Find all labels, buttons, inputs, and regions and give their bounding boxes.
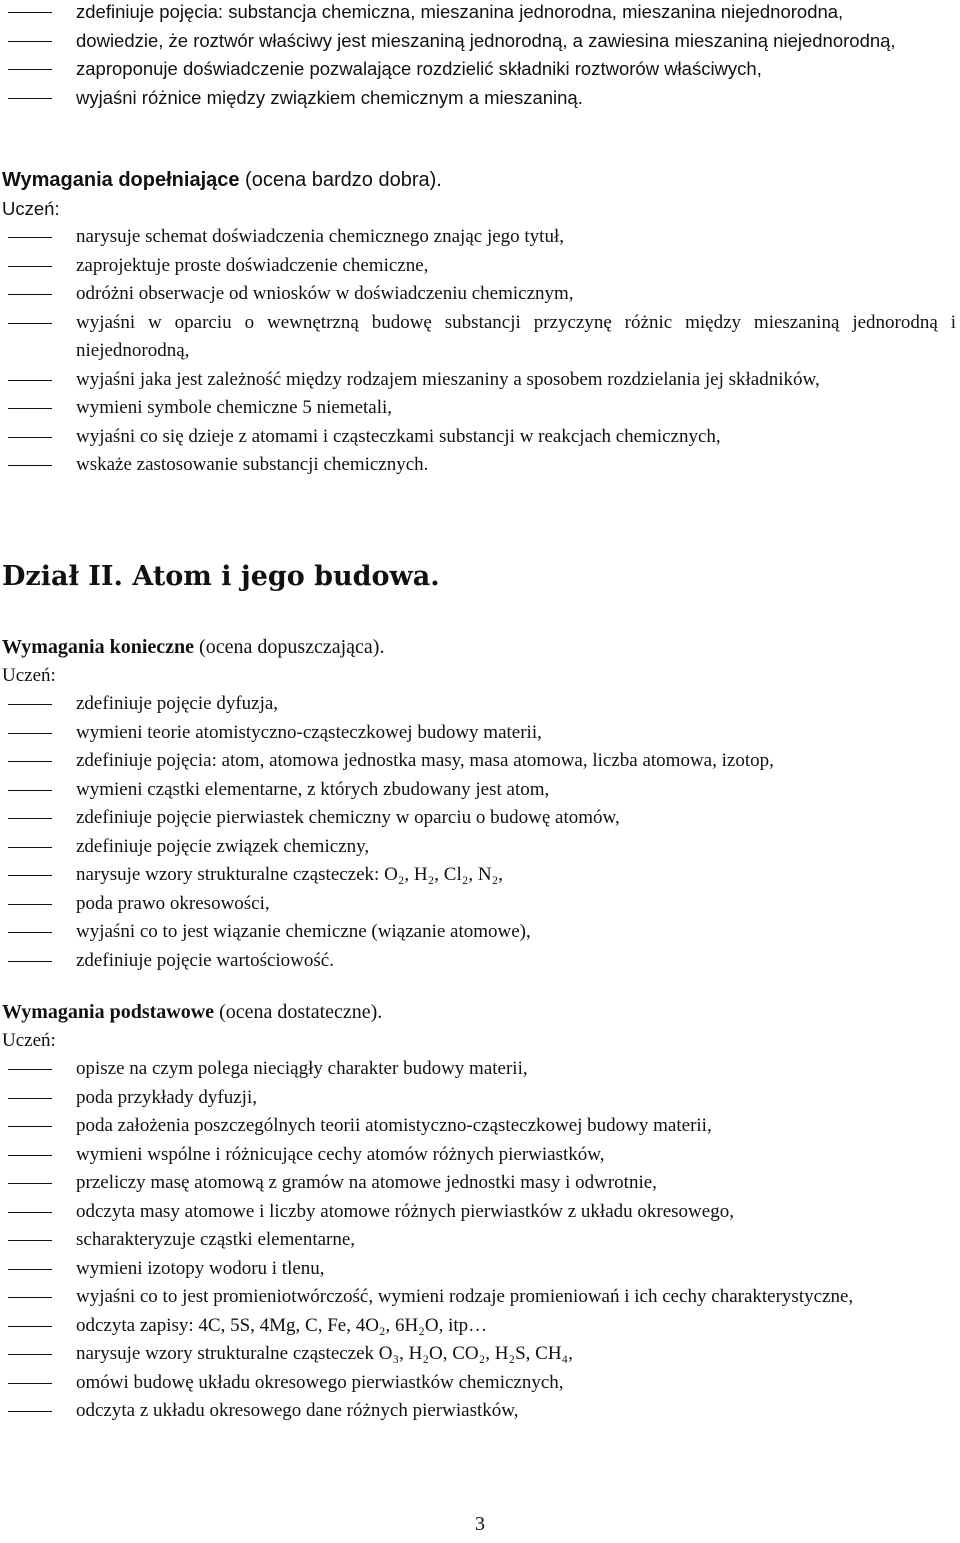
page-number: 3 [475, 1513, 485, 1535]
list-item: zdefiniuje pojęcie wartościowość. [76, 949, 334, 971]
list-item: przeliczy masę atomową z gramów na atomowe jednostki masy i odwrotnie, [76, 1172, 657, 1193]
list-item: zaproponuje doświadczenie pozwalające rozdzielić składniki roztworów właściwych, [76, 58, 762, 79]
list-item: scharakteryzuje cząstki elementarne, [76, 1229, 356, 1250]
section-title: Dział II. Atom i jego budowa. [2, 561, 440, 592]
list-item: zdefiniuje pojęcia: substancja chemiczna, mieszanina jednorodna, mieszanina niejednorodna, [76, 1, 844, 22]
block-1 [0, 0, 960, 112]
list-item: dowiedzie, że roztwór właściwy jest mieszaniną jednorodną, a zawiesina mieszaniną niejednorodną, [76, 29, 896, 51]
list-item: odróżni obserwacje od wniosków w doświadczeniu chemicznym, [76, 283, 574, 304]
requirements-list-2 [0, 223, 960, 480]
list-item: odczyta z układu okresowego dane różnych pierwiastków, [76, 1400, 519, 1421]
list-item: wymieni teorie atomistyczno-cząsteczkowej budowy materii, [76, 721, 542, 743]
list-item: wymieni symbole chemiczne 5 niemetali, [76, 397, 393, 418]
list-item: wymieni cząstki elementarne, z których zbudowany jest atom, [76, 778, 550, 800]
uczen-label: Uczeń: [2, 1029, 56, 1051]
list-item: wyjaśni co to jest wiązanie chemiczne (wiązanie atomowe), [76, 921, 531, 942]
block-2 [0, 166, 960, 480]
list-item: narysuje wzory strukturalne cząsteczek: O₂, H₂, Cl₂, N₂, [76, 864, 503, 885]
list-item: wyjaśni różnice między związkiem chemicznym a mieszaniną. [76, 86, 583, 108]
list-item: narysuje schemat doświadczenia chemicznego znając jego tytuł, [76, 226, 564, 247]
list-item: poda przykłady dyfuzji, [76, 1086, 257, 1108]
list-item: poda założenia poszczególnych teorii atomistyczno-cząsteczkowej budowy materii, [76, 1115, 712, 1136]
list-item: omówi budowę układu okresowego pierwiastków chemicznych, [76, 1371, 564, 1393]
list-item: zdefiniuje pojęcia: atom, atomowa jednostka masy, masa atomowa, liczba atomowa, izotop, [76, 750, 774, 771]
list-item: wyjaśni co się dzieje z atomami i cząsteczkami substancji w reakcjach chemicznych, [76, 425, 721, 447]
list-item: zdefiniuje pojęcie pierwiastek chemiczny w oparciu o budowę atomów, [76, 807, 620, 828]
list-item: wskaże zastosowanie substancji chemicznych. [76, 454, 429, 475]
requirements-list-3 [0, 690, 960, 975]
list-item: wyjaśni co to jest promieniotwórczość, wymieni rodzaje promieniowań i ich cechy charakterystyczne, [76, 1286, 854, 1307]
uczen-label: Uczeń: [2, 664, 56, 686]
requirements-list-4 [0, 1055, 960, 1426]
list-item: zaprojektuje proste doświadczenie chemiczne, [76, 254, 429, 276]
heading-dopelniajace: Wymagania dopełniające (ocena bardzo dobra). [2, 169, 442, 191]
list-item: wymieni izotopy wodoru i tlenu, [76, 1257, 325, 1279]
list-item: narysuje wzory strukturalne cząsteczek O₃, H₂O, CO₂, H₂S, CH₄, [76, 1343, 573, 1364]
uczen-label: Uczeń: [2, 197, 60, 219]
heading-podstawowe: Wymagania podstawowe (ocena dostateczne). [2, 1001, 383, 1023]
list-item: poda prawo okresowości, [76, 892, 270, 914]
list-item: odczyta masy atomowe i liczby atomowe różnych pierwiastków z układu okresowego, [76, 1200, 734, 1222]
block-4 [0, 998, 960, 1426]
list-item: opisze na czym polega nieciągły charakter budowy materii, [76, 1058, 528, 1079]
block-3 [0, 633, 960, 975]
list-item: zdefiniuje pojęcie związek chemiczny, [76, 835, 370, 857]
list-item: zdefiniuje pojęcie dyfuzja, [76, 693, 279, 714]
list-item: wyjaśni jaka jest zależność między rodzajem mieszaniny a sposobem rozdzielania jej składników, [76, 368, 820, 390]
requirements-list-1 [0, 0, 960, 112]
list-item: odczyta zapisy: 4C, 5S, 4Mg, C, Fe, 4O₂, 6H₂O, itp… [76, 1314, 488, 1336]
heading-konieczne: Wymagania konieczne (ocena dopuszczająca). [2, 636, 385, 658]
list-item: wymieni wspólne i różnicujące cechy atomów różnych pierwiastków, [76, 1143, 605, 1165]
list-item: wyjaśni w oparciu o wewnętrzną budowę substancji przyczynę różnic między mieszaniną jednorodną i niejednorodną, [76, 311, 956, 361]
